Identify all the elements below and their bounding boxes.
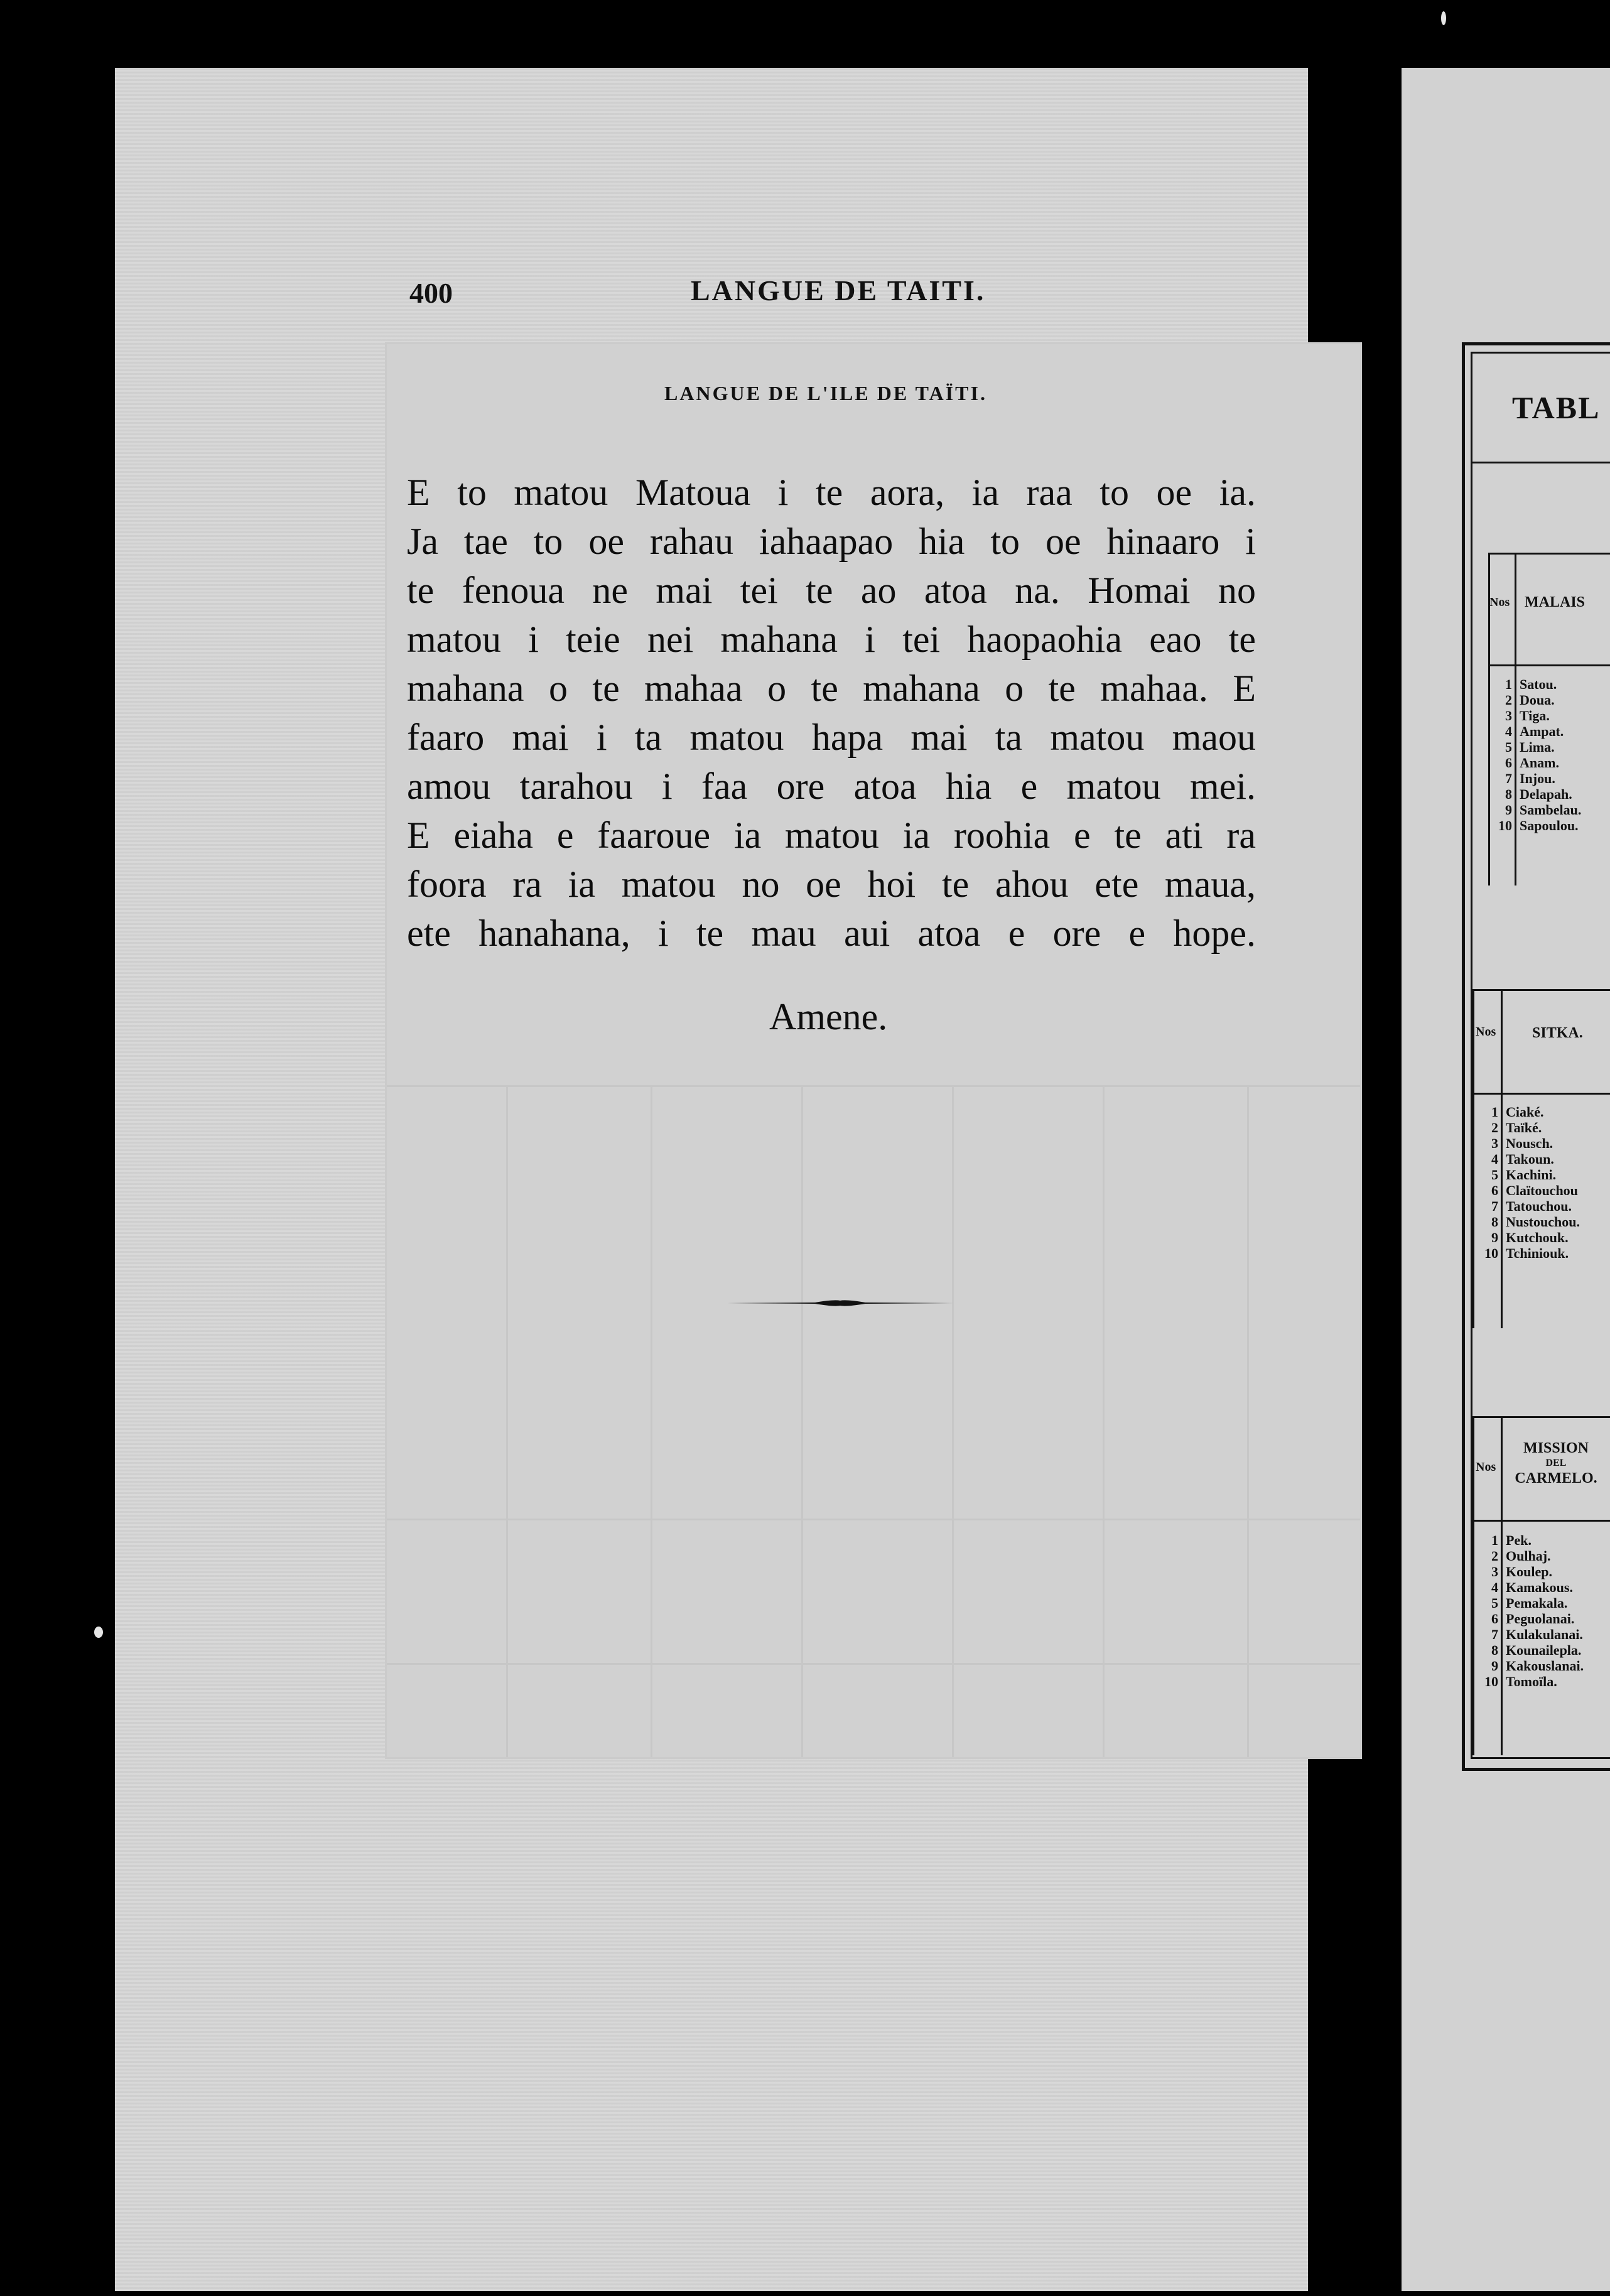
page-number: 400 [409, 277, 453, 309]
section-title: LANGUE DE L'ILE DE TAÏTI. [664, 382, 987, 404]
prayer-line: amou tarahou i faa ore atoa hia e matou mei. [407, 766, 1256, 807]
table-rule [1472, 1416, 1610, 1418]
scan-speck [1441, 11, 1446, 25]
table-rule [1488, 664, 1610, 666]
number-column: 1 2 3 4 5 6 7 8 9 10 [1484, 1104, 1498, 1261]
nos-label: Nos [1476, 1460, 1496, 1474]
prayer-line: ete hanahana, i te mau aui atoa e ore e hope. [407, 912, 1256, 954]
table-rule [1515, 553, 1516, 885]
table-rule [1488, 553, 1610, 555]
column-heading: MALAIS [1525, 594, 1586, 610]
column-heading: SITKA. [1532, 1025, 1583, 1041]
word-column: Satou. Doua. Tiga. Ampat. Lima. Anam. Injou. Delapah. Sambelau. Sapoulou. [1520, 676, 1582, 833]
table-rule [1472, 1520, 1610, 1522]
ornament-rule [727, 1297, 953, 1309]
table-rule [1501, 1416, 1503, 1755]
table-title: TABL [1512, 390, 1601, 425]
number-column: 1 2 3 4 5 6 7 8 9 10 [1498, 676, 1512, 833]
prayer-line: E eiaha e faaroue ia matou ia roohia e te ati ra [407, 815, 1256, 856]
word-column: Pek. Oulhaj. Koulep. Kamakous. Pemakala. Peguolanai. Kulakulanai. Kounailepla. Kakouslanai. Tomoïla. [1506, 1532, 1584, 1689]
word-column: Ciaké. Taïké. Nousch. Takoun. Kachini. Claïtouchou Tatouchou. Nustouchou. Kutchouk. Tchiniouk. [1506, 1104, 1580, 1261]
prayer-line: te fenoua ne mai tei te ao atoa na. Homai no [407, 570, 1256, 611]
prayer-closing: Amene. [769, 996, 888, 1037]
table-rule [1472, 1416, 1474, 1755]
number-column: 1 2 3 4 5 6 7 8 9 10 [1484, 1532, 1498, 1689]
table-rule [1472, 989, 1610, 991]
table-rule [1472, 1093, 1610, 1095]
nos-label: Nos [1476, 1025, 1496, 1039]
prayer-line: foora ra ia matou no oe hoi te ahou ete maua, [407, 864, 1256, 905]
prayer-line: matou i teie nei mahana i tei haopaohia eao te [407, 619, 1256, 660]
scan-speck [94, 1627, 103, 1638]
nos-label: Nos [1489, 595, 1510, 609]
column-heading: MISSION DEL CARMELO. [1515, 1440, 1597, 1486]
prayer-line: mahana o te mahaa o te mahana o te mahaa. E [407, 668, 1256, 709]
table-rule [1472, 989, 1474, 1328]
prayer-line: faaro mai i ta matou hapa mai ta matou maou [407, 717, 1256, 758]
table-rule [1501, 989, 1503, 1328]
table-rule [1472, 462, 1610, 463]
prayer-text [407, 468, 1256, 958]
running-head: LANGUE DE TAITI. [691, 274, 986, 306]
prayer-line: Ja tae to oe rahau iahaapao hia to oe hinaaro i [407, 521, 1256, 562]
prayer-line: E to matou Matoua i te aora, ia raa to oe ia. [407, 472, 1256, 513]
